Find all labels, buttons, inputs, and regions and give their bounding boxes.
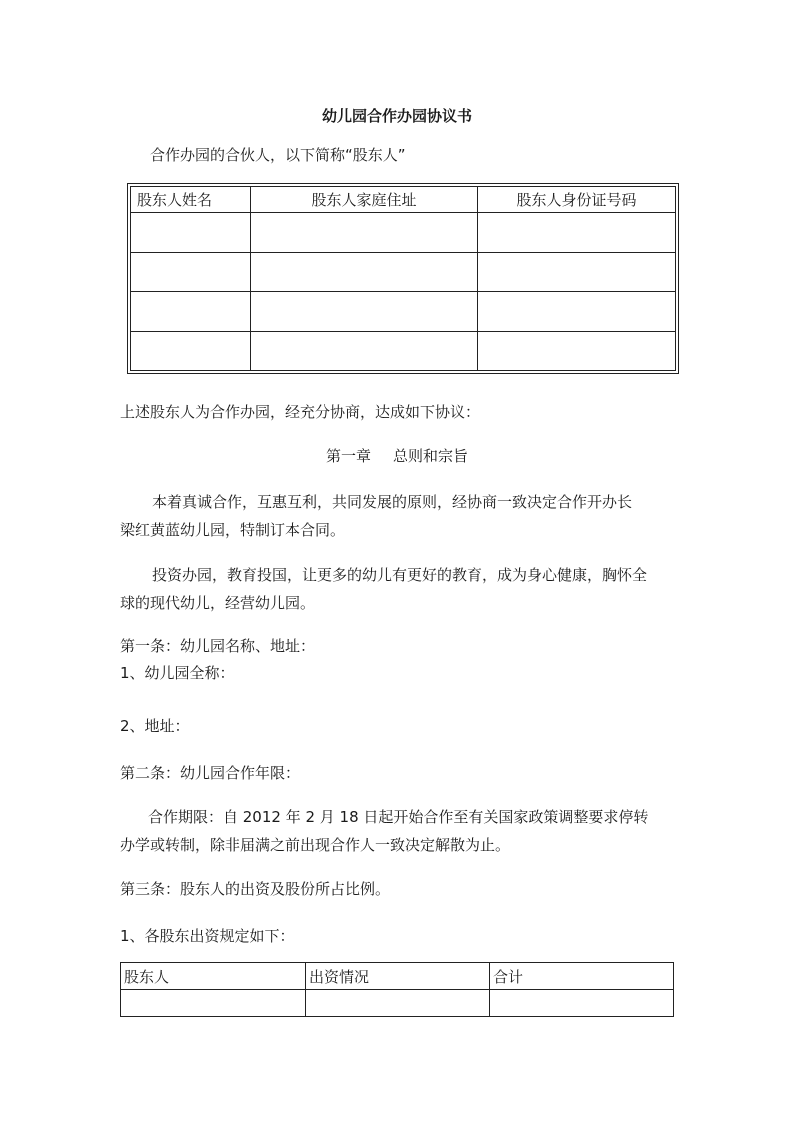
shareholder-table [130,186,676,371]
document-title: 幼儿园合作办园协议书 [321,107,472,125]
table-row [131,213,676,253]
table-row [121,990,674,1017]
table-cell [131,213,251,253]
chapter-name: 总则和宗旨 [393,447,469,465]
table-cell [131,331,251,371]
header-contribution: 出资情况 [306,963,490,990]
table-cell [478,213,676,253]
table-cell [251,252,478,292]
table-cell [131,252,251,292]
table-cell [478,252,676,292]
paragraph-principle-line2: 梁红黄蓝幼儿园，特制订本合同。 [120,521,346,539]
chapter-number: 第一章 [325,447,371,465]
article2-term-line1: 合作期限：自 2012 年 2 月 18 日起开始合作至有关国家政策调整要求停转 [148,808,649,826]
table-cell [478,331,676,371]
table-cell [490,990,674,1017]
shareholder-table-frame [127,183,679,374]
article1-title: 第一条：幼儿园名称、地址： [120,637,316,655]
article3-title: 第三条：股东人的出资及股份所占比例。 [120,880,391,898]
agreement-line: 上述股东人为合作办园，经充分协商，达成如下协议： [120,403,481,421]
article2-term-line2: 办学或转制，除非届满之前出现合作人一致决定解散为止。 [120,836,511,854]
paragraph-principle-line1: 本着真诚合作，互惠互利，共同发展的原则，经协商一致决定合作开办长 [152,493,633,511]
paragraph-purpose-line1: 投资办园，教育投国，让更多的幼儿有更好的教育，成为身心健康，胸怀全 [152,566,648,584]
table-cell [251,292,478,332]
table-cell [121,990,306,1017]
article3-item-contribution: 1、各股东出资规定如下： [120,927,295,945]
header-id-number: 股东人身份证号码 [478,187,676,213]
intro-line: 合作办园的合伙人，以下简称“股东人” [150,146,406,164]
contribution-table [120,962,674,1017]
table-header-row [121,963,674,990]
table-cell [131,292,251,332]
table-header-row [131,187,676,213]
article1-item-address: 2、地址： [120,717,190,735]
header-total: 合计 [490,963,674,990]
paragraph-purpose-line2: 球的现代幼儿，经营幼儿园。 [120,594,316,612]
table-cell [478,292,676,332]
header-home-address: 股东人家庭住址 [251,187,478,213]
header-shareholder: 股东人 [121,963,306,990]
article1-item-fullname: 1、幼儿园全称： [120,664,235,682]
chapter-heading [0,445,794,466]
table-row [131,252,676,292]
header-shareholder-name: 股东人姓名 [131,187,251,213]
table-cell [251,331,478,371]
table-row [131,292,676,332]
table-row [131,331,676,371]
article2-title: 第二条：幼儿园合作年限： [120,764,301,782]
table-cell [251,213,478,253]
table-cell [306,990,490,1017]
